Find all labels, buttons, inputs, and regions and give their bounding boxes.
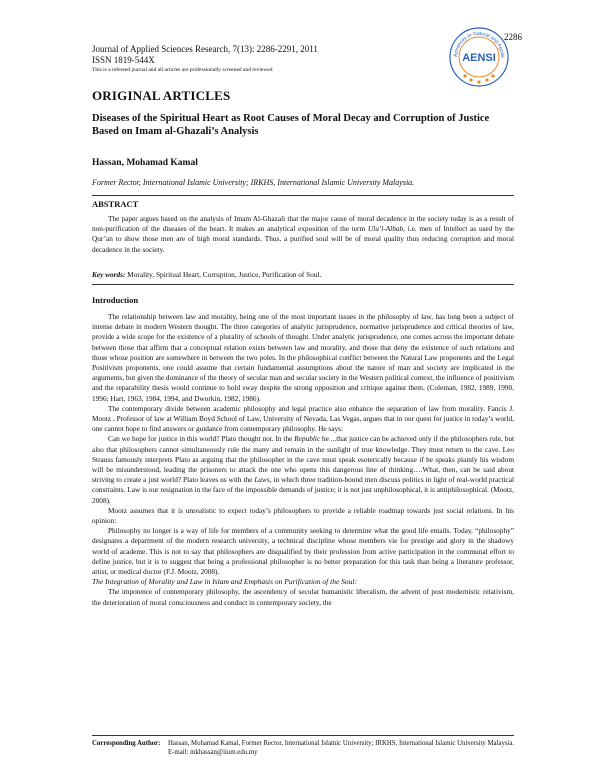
journal-header (92, 44, 422, 74)
author-name: Hassan, Mohamad Kamal (92, 158, 198, 168)
quotation: Philosophy no longer is a way of life for members of a community seeking to determine what the good life entails. Today, “philosophy” designates a department of the modern research university, a technical discipline whose members vie for prestige and glory in the shadowy world of academe. This is not to say that philosophers are disqualified by their profession from active participation in the communal effort to define justice, but it is to suggest that being a professional philosopher is no better preparation for this task than being a literature professor, artist, or medical doctor (F.J. Mootz, 2008). (92, 526, 514, 577)
journal-review-note: This is a refereed journal and all articles are professionally screened and reviewed (92, 67, 273, 73)
section-title: ORIGINAL ARTICLES (92, 88, 231, 103)
introduction-heading: Introduction (92, 295, 139, 305)
page-number: 2286 (504, 32, 522, 42)
abstract-body: The paper argues based on the analysis of Imam Al-Ghazali that the major cause of moral decadence in the society today is as a result of non-purification of the diseases of the heart. It makes an analytical exposition of the term Ulu’l-Albab, i.e. men of Intellect as used by the Qur’an to show those men are of high moral standards. Thus, a purified soul will be of moral quality thus reducing corruption and moral decadence in the society. (92, 214, 514, 254)
abstract-heading: ABSTRACT (92, 199, 139, 209)
quotation: Can we hope for justice in this world? Plato thought not. In the Republic he ...that justice can be achieved only if the philosophers rule, but also that philosophers cannot simultaneously rule the many and remain in the sunlight of true knowledge. They must return to the cave. Leo Strauss famously interprets Plato as arguing that the philosopher in the cave must speak esoterically because if he speaks plainly his wisdom will be misunderstood, leading the prisoners to attack the one who opens this dangerous line of thinking….What, then, can be said about striving to create a just world? Plato leaves us with the Laws, in which three tradition-bound men discuss politics in light of real-world practical constraints. Law is our resignation in the face of the impossible demands of justice; it is not just unphilosophical, it is antiphilosophical. (Mootz, 2008). (92, 434, 515, 505)
keywords-list: Morality, Spiritual Heart, Corruption, Justice, Purification of Soul. (127, 270, 322, 279)
paragraph: The relationship between law and morality, being one of the most important issues in the philosophy of law, has long been a subject of intense debate in modern Western thought. The three categories of analytic jurisprudence, normative jurisprudence and critical theories of law, provide a wide scope for the existence of a plurality of schools of thought. Under analytic jurisprudence, one comes across the important debate between those that affirm that a conceptual relation exists between law and morality, and those that deny the existence of such relations and those whose position are somewhere in between the two poles. In the philosophical conflict between the Natural Law proponents and the Legal Positivism proponents, one could assume that certain fundamental assumptions about the nature of man and society are implicated in the arguments, but given the dominance of the theory of secular man and secular society in the Western political context, the influence of positivism and the reparability thesis would continue to hold sway despite the strong opposition and critique against them. (Coleman, 1982, 1989, 1990, 1996; Hart, 1963, 1984, 1994, and Dworkin, 1982, 1986). (92, 312, 514, 403)
footer-email: E-mail: mkhassan@iium.edu.my (168, 749, 258, 756)
divider-bottom (92, 284, 514, 285)
journal-issn: ISSN 1819-544X (92, 55, 155, 65)
journal-citation: Journal of Applied Sciences Research, 7(13): 2286-2291, 2011 (92, 44, 318, 54)
footer-divider (92, 735, 514, 736)
logo-ring-text: Advances in Natural and Applie (452, 30, 506, 59)
aensi-logo-icon (447, 26, 511, 88)
subsection-heading: The Integration of Morality and Law in Islam and Emphasis on Purification of the Soul: (92, 577, 357, 587)
article-title: Diseases of the Spiritual Heart as Root Causes of Moral Decay and Corruption of Justice Based on Imam al-Ghazali’s Analysis (92, 113, 490, 137)
footer-text: Hassan, Mohamad Kamal, Former Rector, International Islamic University; IRKHS, International Islamic University Malaysia. (168, 740, 515, 747)
paragraph: The contemporary divide between academic philosophy and legal practice also enhance the separation of law from morality. Fancis J. Mootz , Professor of law at William Boyd School of Law, University of Nevada, Las Vegas, argues that in our quest for justice in today’s world, one cannot hope to find answers or guidance from contemporary philosophy. He says: (92, 403, 514, 434)
aensi-logo (447, 26, 511, 88)
divider-top (92, 195, 514, 196)
paragraph: The impotence of contemporary philosophy, the ascendency of secular humanistic liberalism, the advent of post modernistic relativism, the deterioration of moral consciousness and conduct in contemporary society, the (92, 587, 514, 607)
keywords (92, 270, 514, 279)
footer-label: Corresponding Author: (92, 740, 161, 747)
logo-text: AENSI (462, 52, 496, 64)
corresponding-author (92, 739, 522, 757)
introduction-body (92, 312, 514, 608)
keywords-label: Key words: (92, 270, 126, 279)
paragraph: Mootz assumes that it is unrealistic to expect today’s philosophers to provide a reliable roadmap towards just social relations. In his opinion: (92, 505, 514, 526)
term-ulu-albab: Ulu’l-Albab (367, 224, 404, 234)
author-affiliation: Former Rector, International Islamic University; IRKHS, International Islamic University Malaysia. (92, 178, 415, 187)
